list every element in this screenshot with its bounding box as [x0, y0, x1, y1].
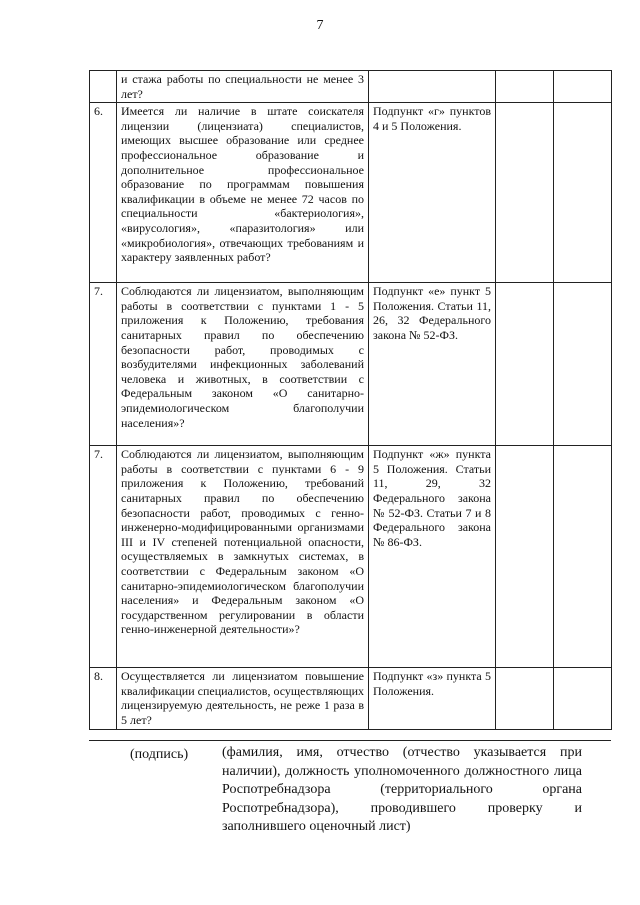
row-number: 7. — [90, 446, 117, 668]
row-answer-cell — [496, 668, 554, 729]
row-question: Соблюдаются ли лицензиатом, выполняющим работы в соответствии с пунктами 6 - 9 приложения к Положению, требований санитарных правил по обеспечению безопасности работ, проводимых с генно-инженерно-модифицированными организмами III и IV степеней потенциальной опасности, осуществляемых в замкнутых системах, в соответствии с Федеральным законом «О санитарно-эпидемиологическом благополучии населения» и Федеральным законом «О государственном регулировании в области генно-инженерной деятельности»? — [117, 446, 369, 668]
row-reference — [369, 71, 496, 103]
row-question: Соблюдаются ли лицензиатом, выполняющим работы в соответствии с пунктами 1 - 5 приложения к Положению, требования санитарных правил по обеспечению безопасности работ, проводимых с возбудителями инфекционных заболеваний человека и животных, в соответствии с Федеральным законом «О санитарно-эпидемиологическом благополучии населения»? — [117, 283, 369, 446]
row-question: Имеется ли наличие в штате соискателя лицензии (лицензиата) специалистов, имеющих высшее образование или среднее профессиональное образование и дополнительное профессиональное образование по программам повышения квалификации в объеме не менее 72 часов по специальности «бактериология», «вирусология», «паразитология» или «микробиология», отвечающих требованиям и характеру заявленных работ? — [117, 103, 369, 283]
row-answer-cell — [496, 283, 554, 446]
table-row — [90, 446, 612, 668]
row-answer-cell — [496, 103, 554, 283]
row-question: Осуществляется ли лицензиатом повышение квалификации специалистов, осуществляющих лицензируемую деятельность, не реже 1 раза в 5 лет? — [117, 668, 369, 729]
checklist-table — [89, 70, 612, 730]
table-row — [90, 668, 612, 729]
row-note-cell — [554, 446, 612, 668]
row-answer-cell — [496, 71, 554, 103]
row-number — [90, 71, 117, 103]
row-note-cell — [554, 668, 612, 729]
row-reference: Подпункт «г» пунктов 4 и 5 Положения. — [369, 103, 496, 283]
row-number: 6. — [90, 103, 117, 283]
row-reference: Подпункт «з» пункта 5 Положения. — [369, 668, 496, 729]
signature-description: (фамилия, имя, отчество (отчество указывается при наличии), должность уполномоченного должностного лица Роспотребнадзора (территориального органа Роспотребнадзора), проводившего проверку и заполнившего оценочный лист) — [222, 745, 582, 834]
row-number: 8. — [90, 668, 117, 729]
row-question: и стажа работы по специальности не менее 3 лет? — [117, 71, 369, 103]
row-reference: Подпункт «ж» пункта 5 Положения. Статьи 11, 29, 32 Федерального закона № 52-ФЗ. Статьи 7 и 8 Федерального закона № 86-ФЗ. — [369, 446, 496, 668]
row-reference: Подпункт «е» пункт 5 Положения. Статьи 11, 26, 32 Федерального закона № 52-ФЗ. — [369, 283, 496, 446]
signature-label: (подпись) — [130, 747, 189, 762]
page-number: 7 — [316, 18, 324, 33]
table-row — [90, 71, 612, 103]
table-row — [90, 283, 612, 446]
signature-line — [89, 740, 611, 741]
row-answer-cell — [496, 446, 554, 668]
table-row — [90, 103, 612, 283]
row-note-cell — [554, 71, 612, 103]
row-note-cell — [554, 103, 612, 283]
row-note-cell — [554, 283, 612, 446]
row-number: 7. — [90, 283, 117, 446]
